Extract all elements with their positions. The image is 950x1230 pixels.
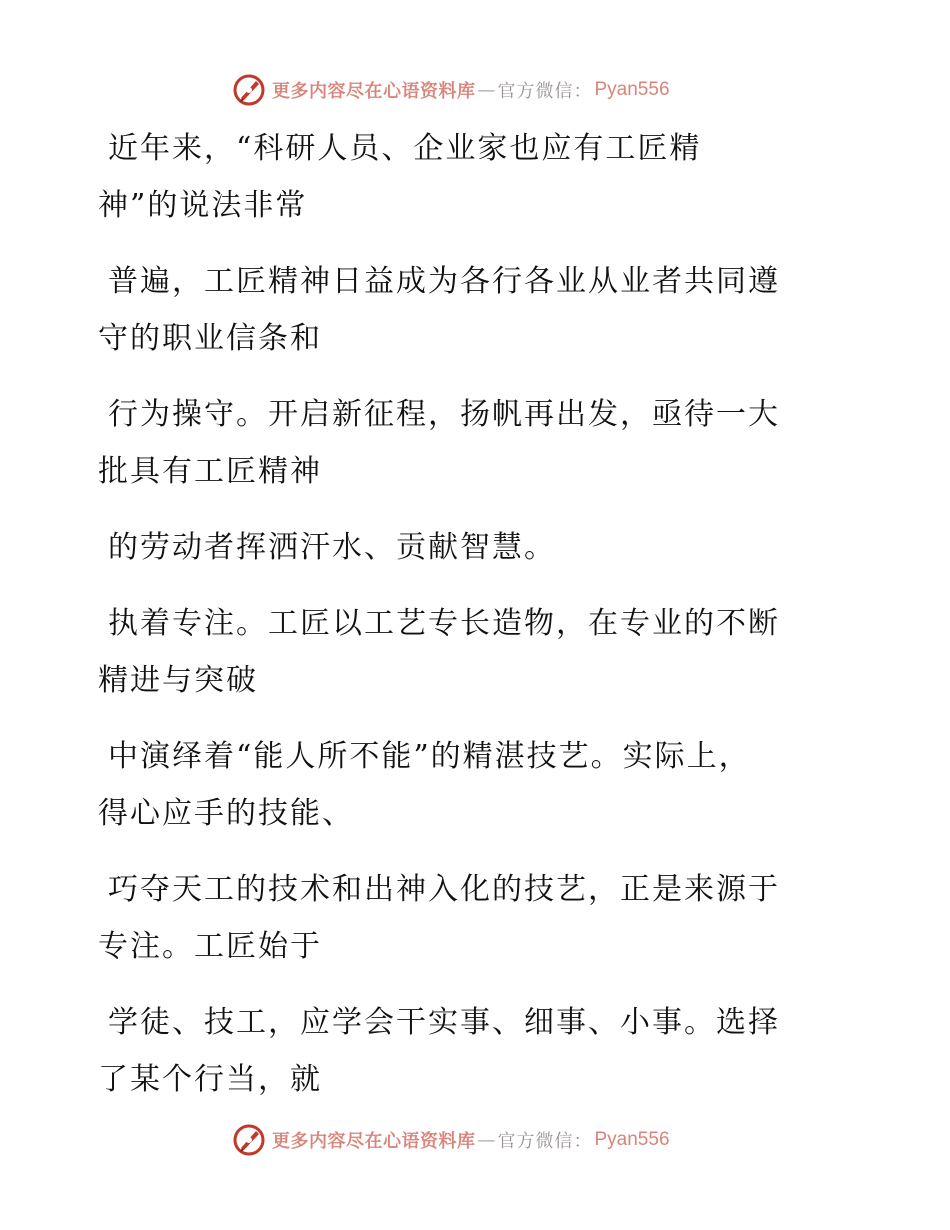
paragraph-line: 普遍，工匠精神日益成为各行各业从业者共同遵	[108, 264, 780, 299]
paragraph-line: 中演绎着“能人所不能”的精湛技艺。实际上，	[108, 739, 751, 774]
paragraph-block	[98, 994, 858, 1108]
watermark-wechat-id: Pyan556	[594, 79, 670, 100]
paragraph-line: 的劳动者挥洒汗水、贡献智慧。	[108, 530, 556, 565]
paragraph-block	[98, 519, 858, 576]
paragraph-line: 近年来，“科研人员、企业家也应有工匠精	[108, 131, 702, 166]
paragraph-line: 神”的说法非常	[98, 188, 308, 223]
paragraph-line: 执着专注。工匠以工艺专长造物，在专业的不断	[108, 606, 780, 641]
watermark-brand: 更多内容尽在心语资料库	[272, 1131, 476, 1152]
paragraph-line: 守的职业信条和	[98, 321, 322, 356]
paragraph-block	[98, 595, 858, 709]
paragraph-line: 精进与突破	[98, 663, 258, 698]
paragraph-line: 巧夺天工的技术和出神入化的技艺，正是来源于	[108, 872, 780, 907]
watermark-wechat-label: 官方微信：	[497, 81, 593, 102]
paragraph-block	[98, 386, 858, 500]
paragraph-block	[98, 120, 858, 234]
header-watermark	[232, 70, 670, 110]
watermark-brand: 更多内容尽在心语资料库	[272, 81, 476, 102]
watermark-separator: —	[477, 79, 496, 101]
paragraph-line: 专注。工匠始于	[98, 929, 322, 964]
watermark-separator: —	[477, 1129, 496, 1151]
paragraph-line: 行为操守。开启新征程，扬帆再出发，亟待一大	[108, 397, 780, 432]
paragraph-line: 了某个行当，就	[98, 1062, 322, 1097]
paragraph-line: 学徒、技工，应学会干实事、细事、小事。选择	[108, 1005, 780, 1040]
quill-logo-icon	[232, 1123, 266, 1157]
document-body	[98, 120, 858, 1108]
paragraph-block	[98, 861, 858, 975]
paragraph-line: 得心应手的技能、	[98, 796, 354, 831]
quill-logo-icon	[232, 73, 266, 107]
paragraph-block	[98, 728, 858, 842]
paragraph-line: 批具有工匠精神	[98, 454, 322, 489]
watermark-wechat-id: Pyan556	[594, 1129, 670, 1150]
paragraph-block	[98, 253, 858, 367]
footer-watermark	[232, 1120, 670, 1160]
watermark-wechat-label: 官方微信：	[497, 1131, 593, 1152]
